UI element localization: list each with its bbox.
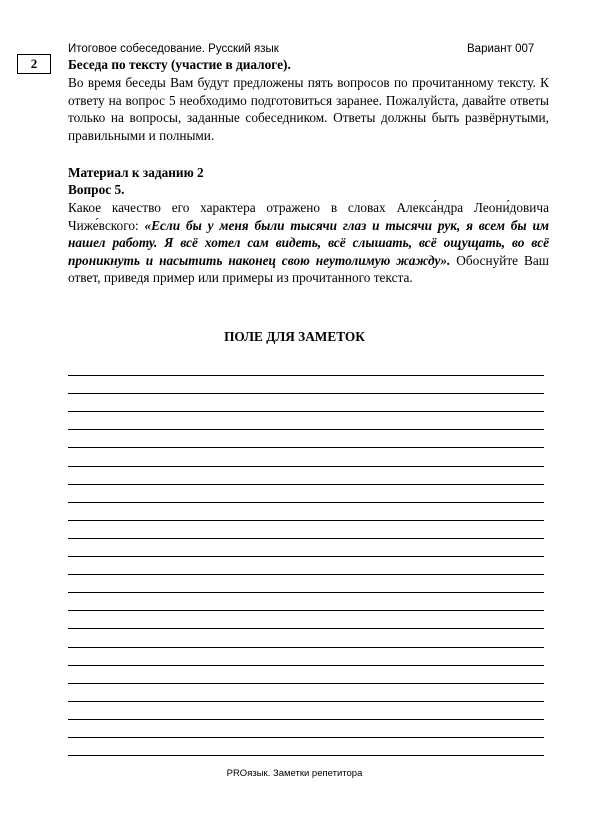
note-line (68, 503, 544, 521)
note-line (68, 575, 544, 593)
notes-heading: ПОЛЕ ДЛЯ ЗАМЕТОК (224, 329, 365, 344)
exam-title: Итоговое собеседование. Русский язык (68, 43, 279, 55)
variant-label: Вариант 007 (467, 43, 535, 55)
note-line (68, 394, 544, 412)
note-line (68, 666, 544, 684)
note-line (68, 702, 544, 720)
note-line (68, 684, 544, 702)
note-line (68, 593, 544, 611)
material-heading: Материал к заданию 2 (68, 165, 204, 180)
note-line (68, 557, 544, 575)
note-line (68, 358, 544, 376)
note-line (68, 720, 544, 738)
note-line (68, 430, 544, 448)
task-intro: Во время беседы Вам будут предложены пять вопросов по прочитанному тексту. К ответу на вопрос 5 необходимо подготовиться заранее. Пожалуйста, давайте ответы только на вопросы, заданные собеседником. Ответы должны быть развёрнутыми, правильными и полными. (68, 75, 549, 143)
note-line (68, 539, 544, 557)
note-line (68, 738, 544, 756)
question-label: Вопрос 5. (68, 182, 125, 197)
task-number-box: 2 (17, 54, 51, 74)
task-title: Беседа по тексту (участие в диалоге). (68, 57, 291, 72)
note-line (68, 485, 544, 503)
question-text: Какое качество его характера отражено в словах Алекса́ндра Леони́довича Чиже́вского: (68, 200, 549, 233)
question-instruction: Обоснуйте Ваш ответ, приведя пример или примеры из прочитанного текста. (68, 252, 549, 285)
note-line (68, 611, 544, 629)
note-line (68, 648, 544, 666)
notes-field[interactable] (68, 358, 544, 756)
note-line (68, 412, 544, 430)
note-line (68, 629, 544, 647)
question-paragraph (68, 199, 549, 287)
quote-text: «Если бы у меня были тысячи глаз и тысячи рук, я всем бы им нашел работу. Я всё хотел сам видеть, всё слышать, всё ощущать, во всё проникнуть и насытить наконец свою неутолимую жажду». (68, 217, 549, 268)
note-line (68, 448, 544, 466)
note-line (68, 467, 544, 485)
footer-text: PROязык. Заметки репетитора (226, 768, 363, 779)
note-line (68, 376, 544, 394)
note-line (68, 521, 544, 539)
